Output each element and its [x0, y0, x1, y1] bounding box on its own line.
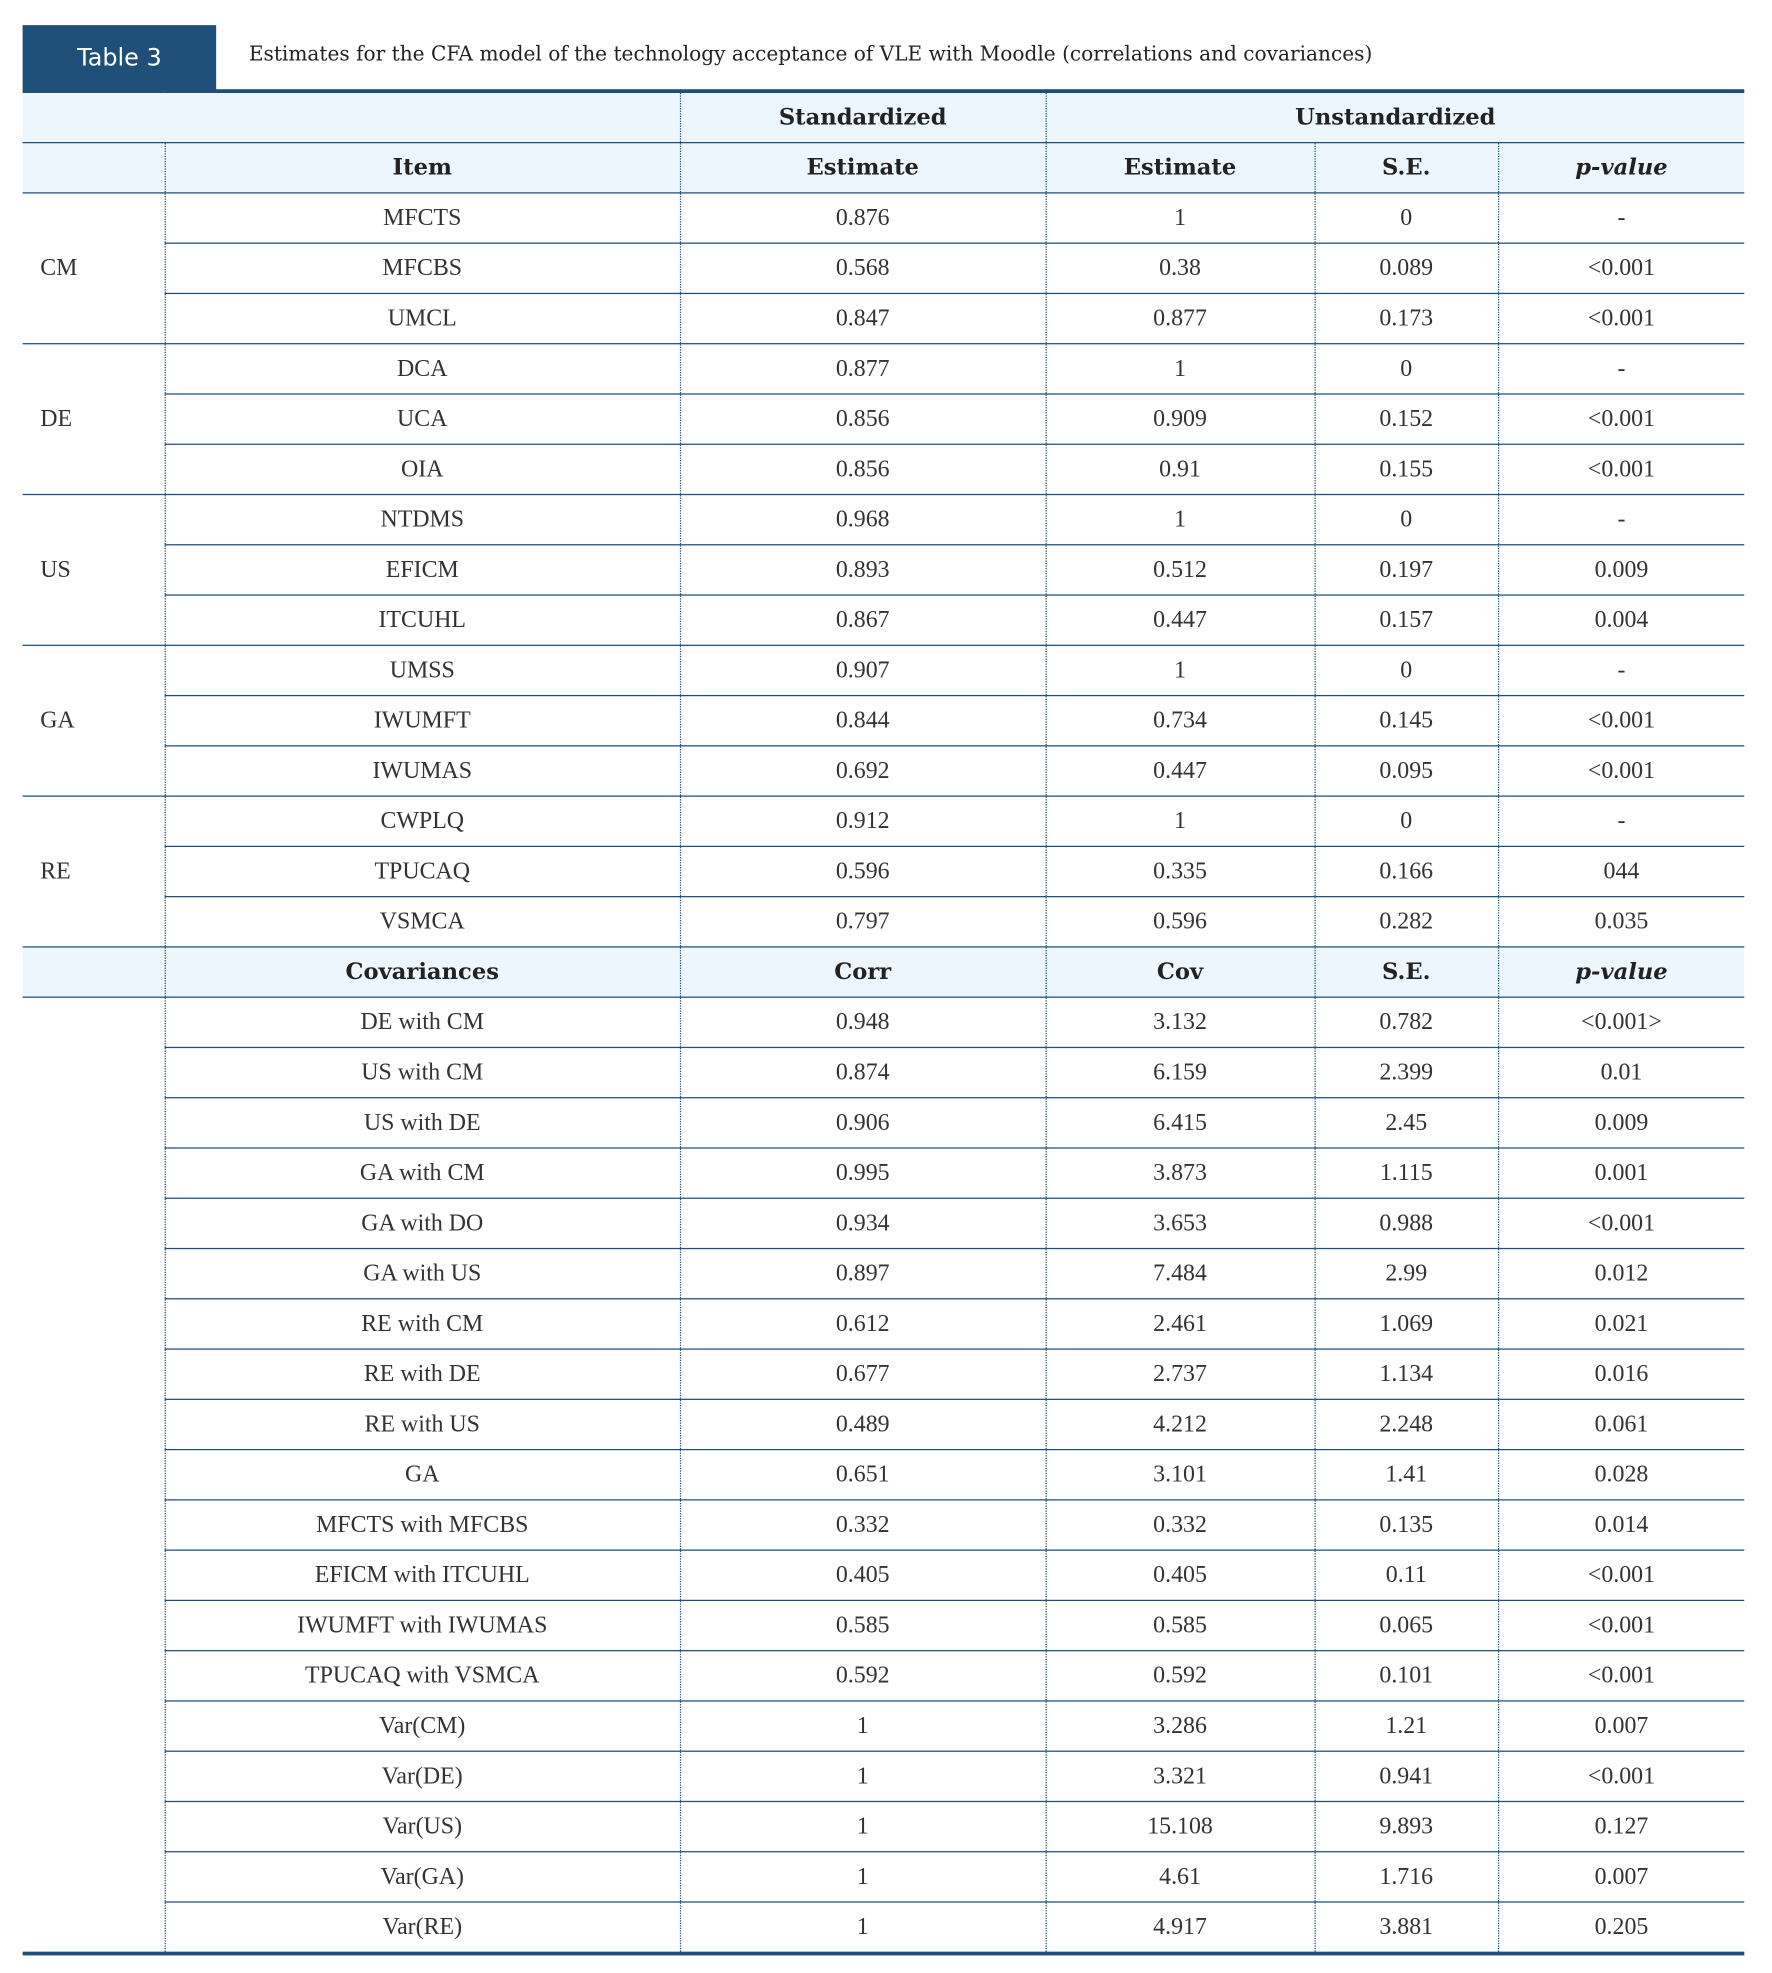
cell-item: IWUMFT — [165, 696, 680, 746]
cell-cov: 4.61 — [1046, 1852, 1315, 1902]
table-label: Table 3 — [23, 25, 217, 90]
cell-pvalue: - — [1498, 193, 1744, 243]
cell-pvalue: 0.028 — [1498, 1450, 1744, 1500]
cell-corr: 1 — [680, 1801, 1046, 1851]
table-row — [23, 796, 1745, 846]
cell-se: 0 — [1315, 796, 1498, 846]
cell-pvalue: - — [1498, 344, 1744, 394]
cell-corr: 0.489 — [680, 1399, 1046, 1449]
cell-item: UMCL — [165, 293, 680, 343]
cell-se: 0.157 — [1315, 595, 1498, 645]
cell-covariance: GA with US — [165, 1249, 680, 1299]
cell-cov: 0.585 — [1046, 1600, 1315, 1650]
header-std-estimate: Estimate — [680, 143, 1046, 193]
table-row — [23, 243, 1745, 293]
cell-std-estimate: 0.596 — [680, 846, 1046, 896]
cell-cov: 4.212 — [1046, 1399, 1315, 1449]
table-row — [23, 495, 1745, 545]
cell-covariance: RE with DE — [165, 1349, 680, 1399]
cell-cov: 0.592 — [1046, 1651, 1315, 1701]
cell-corr: 0.995 — [680, 1148, 1046, 1198]
cell-pvalue: 0.004 — [1498, 595, 1744, 645]
cell-pvalue: <0.001 — [1498, 243, 1744, 293]
table-row — [23, 1450, 1745, 1500]
cell-item: ITCUHL — [165, 595, 680, 645]
cell-se: 1.115 — [1315, 1148, 1498, 1198]
cell-pvalue: - — [1498, 796, 1744, 846]
cell-cov: 15.108 — [1046, 1801, 1315, 1851]
table-row — [23, 1349, 1745, 1399]
header-pvalue: p-value — [1498, 143, 1744, 193]
header-empty — [23, 91, 680, 143]
cell-corr: 0.585 — [680, 1600, 1046, 1650]
header-group — [23, 143, 165, 193]
cell-item: IWUMAS — [165, 746, 680, 796]
cell-pvalue: <0.001 — [1498, 1751, 1744, 1801]
table-row — [23, 344, 1745, 394]
cell-estimate: 1 — [1046, 495, 1315, 545]
header-cov: Cov — [1046, 947, 1315, 997]
table-row — [23, 1047, 1745, 1097]
cell-std-estimate: 0.877 — [680, 344, 1046, 394]
cell-covariance: Var(DE) — [165, 1751, 680, 1801]
cell-pvalue: <0.001 — [1498, 696, 1744, 746]
table-row — [23, 1148, 1745, 1198]
cell-se: 0.089 — [1315, 243, 1498, 293]
header-corr: Corr — [680, 947, 1046, 997]
cell-estimate: 0.91 — [1046, 444, 1315, 494]
cell-cov: 3.653 — [1046, 1198, 1315, 1248]
cell-covariance: RE with CM — [165, 1299, 680, 1349]
cell-se: 0.145 — [1315, 696, 1498, 746]
cell-item: TPUCAQ — [165, 846, 680, 896]
cell-covariance: Var(GA) — [165, 1852, 680, 1902]
cell-corr: 0.948 — [680, 997, 1046, 1047]
table-row — [23, 1902, 1745, 1954]
cell-estimate: 0.512 — [1046, 545, 1315, 595]
cell-covariance: GA with CM — [165, 1148, 680, 1198]
cell-covariance: GA with DO — [165, 1198, 680, 1248]
cell-std-estimate: 0.568 — [680, 243, 1046, 293]
cell-covariance: DE with CM — [165, 997, 680, 1047]
header-row-1 — [23, 91, 1745, 143]
cell-item: UCA — [165, 394, 680, 444]
cell-se: 0.065 — [1315, 1600, 1498, 1650]
cell-se: 2.45 — [1315, 1098, 1498, 1148]
cell-item: CWPLQ — [165, 796, 680, 846]
table-caption: Estimates for the CFA model of the technology acceptance of VLE with Moodle (correlations and covariances) — [248, 41, 1373, 66]
cell-std-estimate: 0.907 — [680, 645, 1046, 695]
cell-se: 2.399 — [1315, 1047, 1498, 1097]
cell-std-estimate: 0.968 — [680, 495, 1046, 545]
cell-pvalue: 0.01 — [1498, 1047, 1744, 1097]
cell-corr: 0.906 — [680, 1098, 1046, 1148]
cell-corr: 0.612 — [680, 1299, 1046, 1349]
cell-covariance: US with DE — [165, 1098, 680, 1148]
cell-estimate: 0.38 — [1046, 243, 1315, 293]
cell-se: 3.881 — [1315, 1902, 1498, 1954]
cell-cov: 6.415 — [1046, 1098, 1315, 1148]
cell-se: 1.716 — [1315, 1852, 1498, 1902]
cell-pvalue: <0.001 — [1498, 1198, 1744, 1248]
cell-pvalue: - — [1498, 495, 1744, 545]
cell-se: 0.782 — [1315, 997, 1498, 1047]
cell-se: 0 — [1315, 645, 1498, 695]
cell-std-estimate: 0.797 — [680, 897, 1046, 947]
cell-std-estimate: 0.876 — [680, 193, 1046, 243]
cell-se: 1.069 — [1315, 1299, 1498, 1349]
header-standardized: Standardized — [680, 91, 1046, 143]
table-row — [23, 1701, 1745, 1751]
table-row — [23, 645, 1745, 695]
cell-se: 0.941 — [1315, 1751, 1498, 1801]
cell-item: UMSS — [165, 645, 680, 695]
table-row — [23, 997, 1745, 1047]
cell-covariance: IWUMFT with IWUMAS — [165, 1600, 680, 1650]
cell-pvalue: 0.009 — [1498, 545, 1744, 595]
cell-se: 0.11 — [1315, 1550, 1498, 1600]
table-row — [23, 1500, 1745, 1550]
cell-estimate: 0.909 — [1046, 394, 1315, 444]
table-row — [23, 1801, 1745, 1851]
header-se: S.E. — [1315, 947, 1498, 997]
cell-std-estimate: 0.847 — [680, 293, 1046, 343]
table-row — [23, 193, 1745, 243]
cell-corr: 1 — [680, 1852, 1046, 1902]
table-row — [23, 444, 1745, 494]
cell-estimate: 1 — [1046, 193, 1315, 243]
cell-pvalue: 0.009 — [1498, 1098, 1744, 1148]
cell-cov: 4.917 — [1046, 1902, 1315, 1954]
cell-estimate: 1 — [1046, 796, 1315, 846]
cell-covariance: MFCTS with MFCBS — [165, 1500, 680, 1550]
cell-se: 0 — [1315, 193, 1498, 243]
cell-corr: 0.651 — [680, 1450, 1046, 1500]
cell-pvalue: 044 — [1498, 846, 1744, 896]
cell-pvalue: 0.014 — [1498, 1500, 1744, 1550]
cell-covariance: GA — [165, 1450, 680, 1500]
cell-pvalue: - — [1498, 645, 1744, 695]
cell-se: 0.282 — [1315, 897, 1498, 947]
table-row — [23, 1299, 1745, 1349]
cell-cov: 0.332 — [1046, 1500, 1315, 1550]
table-row — [23, 746, 1745, 796]
table-row — [23, 595, 1745, 645]
cell-estimate: 0.447 — [1046, 595, 1315, 645]
cell-cov: 3.873 — [1046, 1148, 1315, 1198]
cell-covariance: Var(US) — [165, 1801, 680, 1851]
cell-cov: 7.484 — [1046, 1249, 1315, 1299]
cell-se: 0.166 — [1315, 846, 1498, 896]
table-row — [23, 1600, 1745, 1650]
header-unstandardized: Unstandardized — [1046, 91, 1745, 143]
cell-corr: 0.405 — [680, 1550, 1046, 1600]
cell-se: 1.41 — [1315, 1450, 1498, 1500]
cell-corr: 0.332 — [680, 1500, 1046, 1550]
group-label: US — [23, 495, 165, 646]
header-estimate: Estimate — [1046, 143, 1315, 193]
group-label: CM — [23, 193, 165, 344]
cell-covariance: TPUCAQ with VSMCA — [165, 1651, 680, 1701]
cell-pvalue: <0.001> — [1498, 997, 1744, 1047]
table-row — [23, 696, 1745, 746]
cell-corr: 0.874 — [680, 1047, 1046, 1097]
cell-pvalue: 0.061 — [1498, 1399, 1744, 1449]
cell-cov: 3.321 — [1046, 1751, 1315, 1801]
cell-corr: 1 — [680, 1751, 1046, 1801]
cell-cov: 3.286 — [1046, 1701, 1315, 1751]
table-row — [23, 545, 1745, 595]
table-row — [23, 1852, 1745, 1902]
cell-std-estimate: 0.867 — [680, 595, 1046, 645]
cell-se: 1.21 — [1315, 1701, 1498, 1751]
cell-se: 0.155 — [1315, 444, 1498, 494]
table-row — [23, 1651, 1745, 1701]
cell-se: 0.173 — [1315, 293, 1498, 343]
table-row — [23, 293, 1745, 343]
cell-pvalue: 0.021 — [1498, 1299, 1744, 1349]
cell-pvalue: 0.127 — [1498, 1801, 1744, 1851]
cell-pvalue: <0.001 — [1498, 293, 1744, 343]
cell-se: 0.101 — [1315, 1651, 1498, 1701]
cell-covariance: Var(RE) — [165, 1902, 680, 1954]
cell-pvalue: <0.001 — [1498, 1550, 1744, 1600]
cell-item: NTDMS — [165, 495, 680, 545]
cell-estimate: 0.447 — [1046, 746, 1315, 796]
cell-item: EFICM — [165, 545, 680, 595]
cell-se: 9.893 — [1315, 1801, 1498, 1851]
cell-se: 2.248 — [1315, 1399, 1498, 1449]
cell-pvalue: 0.035 — [1498, 897, 1744, 947]
header-covariances: Covariances — [165, 947, 680, 997]
cell-pvalue: <0.001 — [1498, 444, 1744, 494]
cell-corr: 0.897 — [680, 1249, 1046, 1299]
cell-pvalue: 0.012 — [1498, 1249, 1744, 1299]
cell-se: 0.152 — [1315, 394, 1498, 444]
cell-se: 2.99 — [1315, 1249, 1498, 1299]
cell-std-estimate: 0.893 — [680, 545, 1046, 595]
cell-pvalue: 0.001 — [1498, 1148, 1744, 1198]
cell-pvalue: 0.205 — [1498, 1902, 1744, 1954]
cfa-table — [23, 89, 1745, 1955]
table-row — [23, 394, 1745, 444]
cell-covariance: US with CM — [165, 1047, 680, 1097]
cell-cov: 0.405 — [1046, 1550, 1315, 1600]
cell-item: OIA — [165, 444, 680, 494]
cell-se: 0 — [1315, 495, 1498, 545]
cell-pvalue: 0.007 — [1498, 1701, 1744, 1751]
table-row — [23, 897, 1745, 947]
cell-corr: 0.677 — [680, 1349, 1046, 1399]
cell-std-estimate: 0.856 — [680, 444, 1046, 494]
cell-se: 0.988 — [1315, 1198, 1498, 1248]
cell-estimate: 1 — [1046, 344, 1315, 394]
cell-estimate: 0.335 — [1046, 846, 1315, 896]
group-empty — [23, 997, 165, 1953]
cell-se: 0.197 — [1315, 545, 1498, 595]
cell-cov: 2.461 — [1046, 1299, 1315, 1349]
header-pvalue: p-value — [1498, 947, 1744, 997]
cell-corr: 0.934 — [680, 1198, 1046, 1248]
cell-std-estimate: 0.692 — [680, 746, 1046, 796]
cell-covariance: Var(CM) — [165, 1701, 680, 1751]
covariances-header-row — [23, 947, 1745, 997]
cell-estimate: 0.877 — [1046, 293, 1315, 343]
cell-item: MFCTS — [165, 193, 680, 243]
cell-pvalue: <0.001 — [1498, 746, 1744, 796]
header-se: S.E. — [1315, 143, 1498, 193]
cell-item: DCA — [165, 344, 680, 394]
cell-se: 0 — [1315, 344, 1498, 394]
cell-std-estimate: 0.912 — [680, 796, 1046, 846]
table-row — [23, 1399, 1745, 1449]
group-label: DE — [23, 344, 165, 495]
cell-estimate: 0.596 — [1046, 897, 1315, 947]
cell-pvalue: <0.001 — [1498, 1600, 1744, 1650]
cell-cov: 6.159 — [1046, 1047, 1315, 1097]
group-label: GA — [23, 645, 165, 796]
cell-covariance: EFICM with ITCUHL — [165, 1550, 680, 1600]
cell-std-estimate: 0.844 — [680, 696, 1046, 746]
cell-cov: 3.132 — [1046, 997, 1315, 1047]
cell-item: MFCBS — [165, 243, 680, 293]
cell-covariance: RE with US — [165, 1399, 680, 1449]
cell-pvalue: 0.007 — [1498, 1852, 1744, 1902]
cell-se: 1.134 — [1315, 1349, 1498, 1399]
cell-estimate: 0.734 — [1046, 696, 1315, 746]
table-row — [23, 846, 1745, 896]
table-row — [23, 1550, 1745, 1600]
cell-se: 0.095 — [1315, 746, 1498, 796]
cell-std-estimate: 0.856 — [680, 394, 1046, 444]
header-empty — [23, 947, 165, 997]
table-row — [23, 1249, 1745, 1299]
cell-item: VSMCA — [165, 897, 680, 947]
cell-cov: 3.101 — [1046, 1450, 1315, 1500]
cell-corr: 1 — [680, 1701, 1046, 1751]
cell-cov: 2.737 — [1046, 1349, 1315, 1399]
cell-se: 0.135 — [1315, 1500, 1498, 1550]
cell-corr: 1 — [680, 1902, 1046, 1954]
header-item: Item — [165, 143, 680, 193]
table-row — [23, 1751, 1745, 1801]
header-row-2 — [23, 143, 1745, 193]
group-label: RE — [23, 796, 165, 947]
cell-estimate: 1 — [1046, 645, 1315, 695]
cell-pvalue: <0.001 — [1498, 394, 1744, 444]
table-row — [23, 1198, 1745, 1248]
cell-pvalue: 0.016 — [1498, 1349, 1744, 1399]
cell-corr: 0.592 — [680, 1651, 1046, 1701]
cell-pvalue: <0.001 — [1498, 1651, 1744, 1701]
table-row — [23, 1098, 1745, 1148]
